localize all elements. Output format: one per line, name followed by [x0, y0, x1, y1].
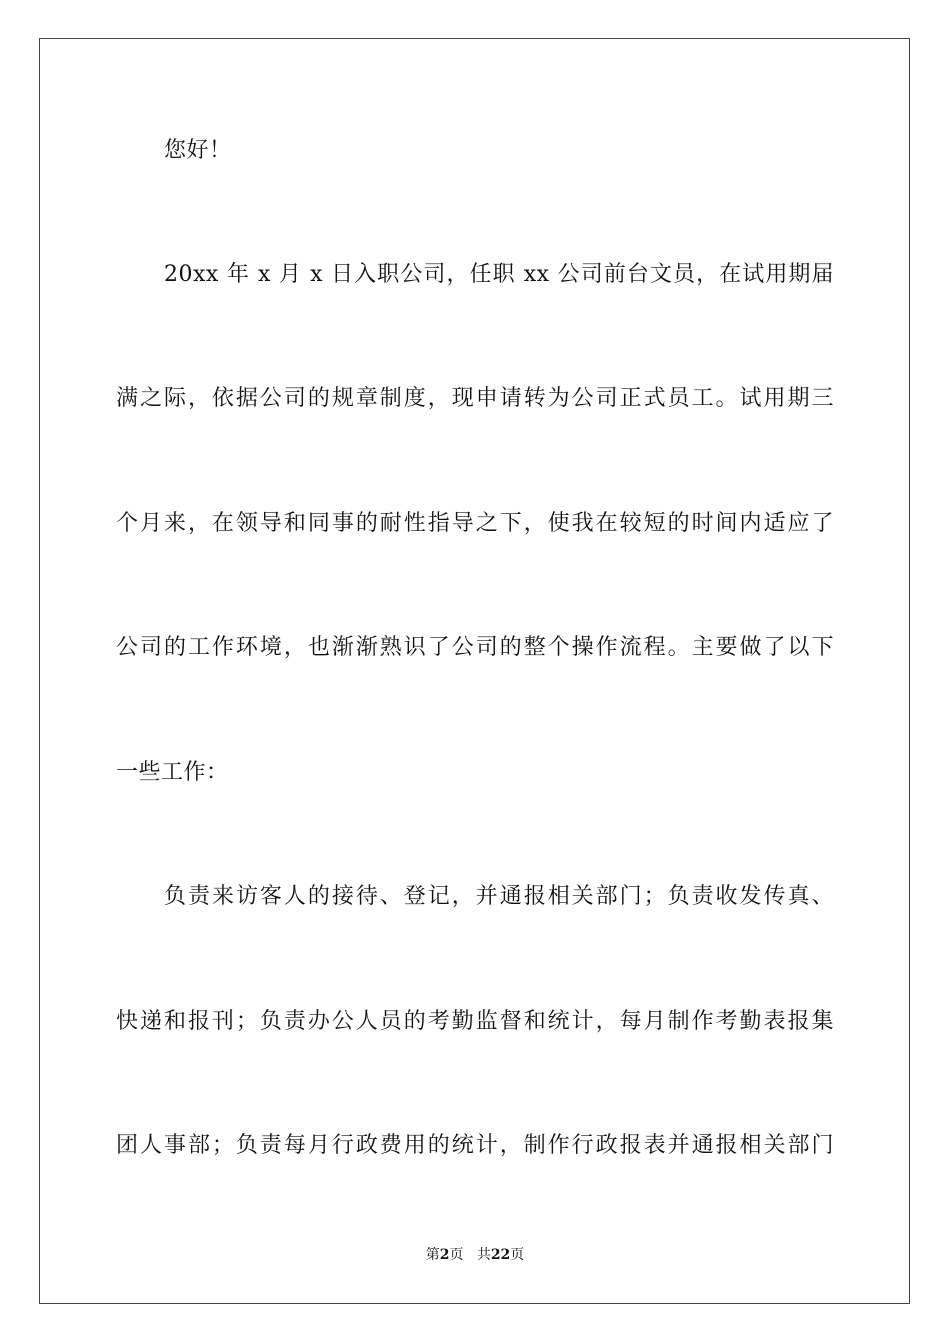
page-prefix: 第 [425, 1247, 440, 1263]
page-total: 22 [490, 1247, 511, 1263]
paragraph-1-line-4: 公司的工作环境，也渐渐熟识了公司的整个操作流程。主要做了以下 [116, 635, 834, 660]
paragraph-1-line-2: 满之际，依据公司的规章制度，现申请转为公司正式员工。试用期三 [116, 386, 834, 411]
paragraph-1-line-3: 个月来，在领导和同事的耐性指导之下，使我在较短的时间内适应了 [116, 511, 834, 536]
page-current: 2 [439, 1247, 450, 1263]
paragraph-1-line-1: 20xx 年 x 月 x 日入职公司，任职 xx 公司前台文员，在试用期届 [164, 262, 834, 287]
paragraph-2-line-3: 团人事部；负责每月行政费用的统计，制作行政报表并通报相关部门 [116, 1133, 834, 1158]
total-prefix: 共 [476, 1247, 491, 1263]
page-suffix: 页 [449, 1247, 464, 1263]
paragraph-1-line-5: 一些工作： [116, 760, 229, 785]
paragraph-2-line-2: 快递和报刊；负责办公人员的考勤监督和统计，每月制作考勤表报集 [116, 1009, 834, 1034]
page-footer [0, 1246, 950, 1264]
total-suffix: 页 [510, 1247, 525, 1263]
greeting: 您好！ [164, 138, 232, 163]
page-border [39, 38, 910, 1304]
paragraph-2-line-1: 负责来访客人的接待、登记，并通报相关部门；负责收发传真、 [164, 884, 834, 909]
